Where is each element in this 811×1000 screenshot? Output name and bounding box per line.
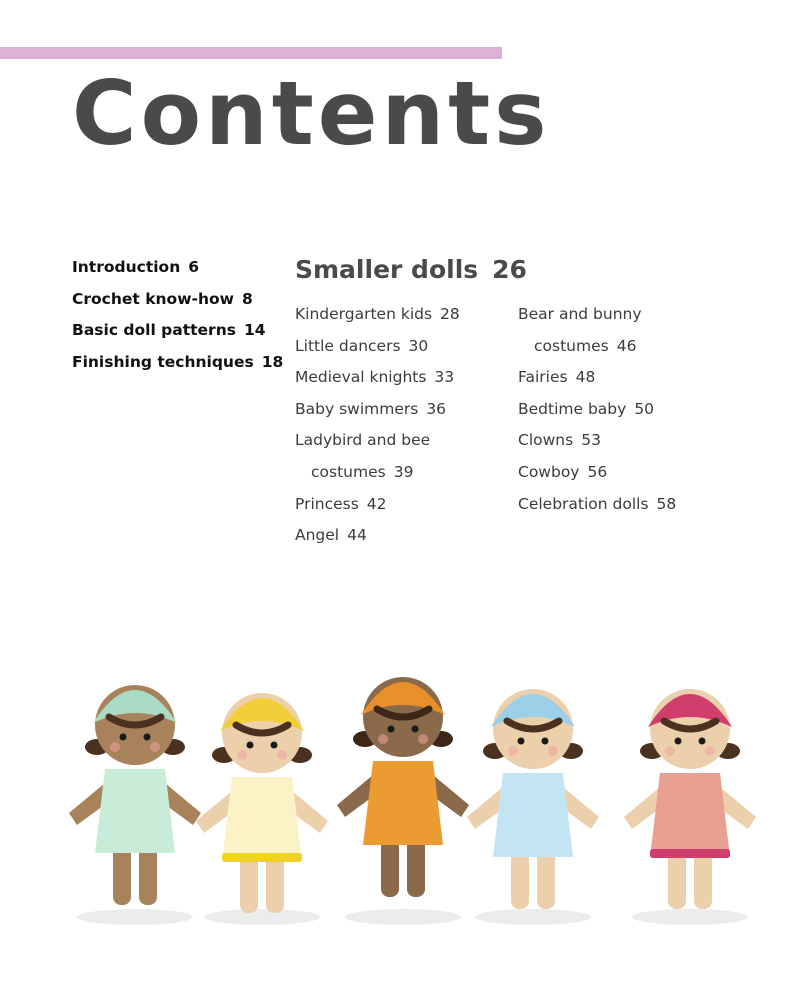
toc-page: 28 bbox=[440, 305, 460, 323]
toc-label: Little dancers bbox=[295, 336, 401, 355]
toc-label: Finishing techniques bbox=[72, 352, 254, 371]
toc-item[interactable] bbox=[518, 397, 676, 429]
toc-label: Baby swimmers bbox=[295, 399, 419, 418]
toc-label: costumes bbox=[534, 336, 609, 355]
crochet-doll bbox=[69, 685, 201, 925]
toc-label: Basic doll patterns bbox=[72, 321, 236, 340]
toc-item[interactable] bbox=[518, 428, 676, 460]
toc-item[interactable] bbox=[295, 428, 460, 460]
toc-page: 53 bbox=[581, 431, 601, 450]
toc-item-basic-doll-patterns[interactable] bbox=[72, 318, 283, 350]
toc-page: 39 bbox=[393, 462, 414, 481]
toc-item-continued[interactable] bbox=[518, 334, 676, 366]
toc-page: 58 bbox=[656, 494, 677, 513]
toc-label: costumes bbox=[311, 462, 386, 481]
toc-item[interactable] bbox=[518, 365, 676, 397]
crochet-doll bbox=[467, 689, 599, 925]
toc-page: 30 bbox=[408, 336, 429, 355]
toc-item[interactable] bbox=[518, 302, 676, 334]
toc-column-2 bbox=[518, 302, 676, 523]
toc-label: Introduction bbox=[72, 258, 181, 276]
toc-item[interactable] bbox=[295, 492, 460, 524]
toc-item[interactable] bbox=[295, 365, 460, 397]
section-page: 26 bbox=[492, 255, 527, 284]
toc-item[interactable] bbox=[518, 492, 676, 524]
crochet-doll bbox=[624, 689, 756, 925]
toc-label: Medieval knights bbox=[295, 368, 427, 387]
section-title-smaller-dolls[interactable] bbox=[295, 255, 527, 284]
toc-page: 8 bbox=[241, 289, 253, 308]
toc-item-introduction[interactable] bbox=[72, 255, 283, 287]
toc-label: Cowboy bbox=[518, 462, 580, 481]
toc-item-finishing-techniques[interactable] bbox=[72, 350, 283, 382]
toc-page: 46 bbox=[616, 336, 637, 355]
toc-page: 42 bbox=[366, 494, 387, 513]
toc-page: 33 bbox=[434, 368, 455, 387]
toc-label: Ladybird and bee bbox=[295, 431, 431, 450]
toc-page: 36 bbox=[426, 399, 447, 418]
accent-bar bbox=[0, 47, 502, 59]
toc-label: Angel bbox=[295, 526, 340, 545]
toc-page: 48 bbox=[575, 368, 596, 387]
toc-page: 56 bbox=[587, 462, 608, 481]
toc-page: 14 bbox=[243, 321, 266, 340]
toc-label: Bear and bunny bbox=[518, 305, 642, 323]
toc-label: Celebration dolls bbox=[518, 494, 649, 513]
page-title: Contents bbox=[72, 62, 551, 165]
toc-label: Crochet know-how bbox=[72, 289, 234, 308]
toc-label: Princess bbox=[295, 494, 359, 513]
toc-label: Bedtime baby bbox=[518, 399, 627, 418]
toc-item[interactable] bbox=[295, 397, 460, 429]
toc-item[interactable] bbox=[518, 460, 676, 492]
section-label: Smaller dolls bbox=[295, 255, 479, 284]
toc-page: 18 bbox=[261, 352, 284, 371]
toc-page: 44 bbox=[347, 526, 367, 545]
toc-label: Fairies bbox=[518, 368, 568, 387]
crochet-doll bbox=[196, 693, 328, 925]
toc-column-1 bbox=[295, 302, 460, 555]
crochet-doll bbox=[337, 677, 469, 925]
toc-item[interactable] bbox=[295, 334, 460, 366]
toc-page: 50 bbox=[634, 399, 655, 418]
toc-item-crochet-know-how[interactable] bbox=[72, 287, 283, 319]
front-matter-list bbox=[72, 255, 283, 381]
toc-item[interactable] bbox=[295, 523, 460, 555]
toc-item[interactable] bbox=[295, 302, 460, 334]
toc-label: Clowns bbox=[518, 431, 574, 450]
crochet-dolls-photo bbox=[0, 625, 811, 945]
toc-item-continued[interactable] bbox=[295, 460, 460, 492]
toc-label: Kindergarten kids bbox=[295, 305, 433, 323]
toc-page: 6 bbox=[188, 258, 200, 276]
